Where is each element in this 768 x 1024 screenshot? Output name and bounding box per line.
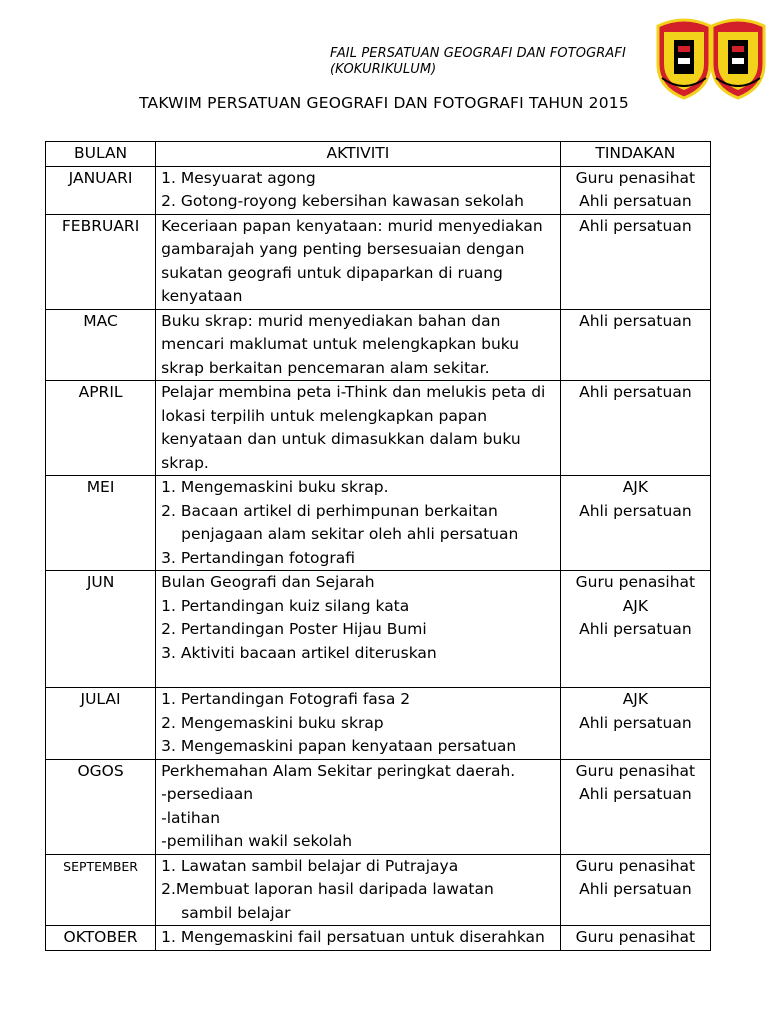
cell-bulan: APRIL [46, 381, 156, 476]
school-crest-logo-2 [708, 12, 768, 100]
cell-aktiviti [156, 688, 561, 760]
column-header-tindakan: TINDAKAN [560, 142, 710, 167]
table-header-row [46, 142, 711, 167]
table-row [46, 926, 711, 951]
table-row [46, 476, 711, 571]
tindakan-line: Ahli persatuan [579, 501, 692, 520]
cell-aktiviti [156, 381, 561, 476]
cell-bulan: OKTOBER [46, 926, 156, 951]
cell-aktiviti [156, 926, 561, 951]
aktiviti-line: 3. Aktiviti bacaan artikel diteruskan [161, 643, 437, 662]
aktiviti-line: penjagaan alam sekitar oleh ahli persatuan [181, 525, 519, 543]
aktiviti-line: sukatan geografi untuk dipaparkan di ruang [161, 263, 503, 282]
document-title: TAKWIM PERSATUAN GEOGRAFI DAN FOTOGRAFI TAHUN 2015 [139, 94, 629, 112]
cell-aktiviti [156, 759, 561, 854]
aktiviti-line: -pemilihan wakil sekolah [161, 832, 353, 850]
aktiviti-line: 1. Pertandingan Fotografi fasa 2 [161, 690, 411, 708]
aktiviti-line: Keceriaan papan kenyataan: murid menyediakan [161, 216, 543, 235]
aktiviti-line: 1. Pertandingan kuiz silang kata [161, 596, 410, 615]
tindakan-line: Ahli persatuan [579, 880, 692, 898]
cell-bulan: OGOS [46, 759, 156, 854]
aktiviti-line: 2.Membuat laporan hasil daripada lawatan [161, 880, 494, 898]
cell-tindakan [560, 476, 710, 571]
cell-tindakan [560, 309, 710, 381]
aktiviti-line: Perkhemahan Alam Sekitar peringkat daerah. [161, 761, 516, 780]
tindakan-line: Ahli persatuan [579, 216, 692, 235]
table-row [46, 309, 711, 381]
column-header-bulan: BULAN [46, 142, 156, 167]
aktiviti-line: kenyataan dan untuk dimasukkan dalam buku [161, 430, 521, 448]
cell-tindakan [560, 854, 710, 926]
aktiviti-line: -latihan [161, 808, 221, 827]
tindakan-line: Guru penasihat [575, 573, 696, 591]
cell-bulan: SEPTEMBER [46, 854, 156, 926]
tindakan-line: AJK [622, 690, 649, 708]
table-row [46, 381, 711, 476]
tindakan-line: Guru penasihat [575, 928, 696, 946]
tindakan-line: Ahli persatuan [579, 192, 692, 210]
aktiviti-line: 2. Pertandingan Poster Hijau Bumi [161, 620, 427, 638]
cell-aktiviti [156, 309, 561, 381]
table-row [46, 214, 711, 309]
tindakan-line: AJK [622, 478, 649, 496]
cell-tindakan [560, 166, 710, 214]
aktiviti-line: 1. Lawatan sambil belajar di Putrajaya [161, 856, 459, 875]
aktiviti-line: 2. Gotong-royong kebersihan kawasan sekolah [161, 192, 524, 210]
cell-tindakan [560, 688, 710, 760]
takwim-table [45, 141, 711, 951]
aktiviti-line: Bulan Geografi dan Sejarah [161, 573, 375, 591]
aktiviti-line: kenyataan [161, 287, 243, 305]
table-row [46, 854, 711, 926]
aktiviti-line: 2. Bacaan artikel di perhimpunan berkaitan [161, 501, 498, 520]
aktiviti-line: 1. Mesyuarat agong [161, 168, 316, 187]
cell-bulan: FEBRUARI [46, 214, 156, 309]
cell-tindakan [560, 214, 710, 309]
aktiviti-line: -persediaan [161, 785, 254, 803]
tindakan-line: Ahli persatuan [579, 620, 692, 638]
table-row [46, 166, 711, 214]
aktiviti-line: 3. Pertandingan fotografi [161, 548, 355, 567]
tindakan-line: Guru penasihat [575, 168, 696, 187]
aktiviti-line: Pelajar membina peta i-Think dan melukis peta di [161, 383, 546, 401]
aktiviti-line: mencari maklumat untuk melengkapkan buku [161, 335, 520, 353]
table-row [46, 688, 711, 760]
tindakan-line: Ahli persatuan [579, 383, 692, 401]
aktiviti-line: 1. Mengemaskini fail persatuan untuk diserahkan [161, 928, 545, 946]
aktiviti-line: lokasi terpilih untuk melengkapkan papan [161, 406, 488, 425]
tindakan-line: Ahli persatuan [579, 785, 692, 803]
aktiviti-line: skrap berkaitan pencemaran alam sekitar. [161, 358, 490, 377]
cell-tindakan [560, 571, 710, 688]
tindakan-line: Ahli persatuan [579, 713, 692, 732]
cell-aktiviti [156, 166, 561, 214]
aktiviti-line: gambarajah yang penting bersesuaian dengan [161, 240, 525, 258]
cell-bulan: MEI [46, 476, 156, 571]
cell-bulan: JUN [46, 571, 156, 688]
table-row [46, 759, 711, 854]
cell-tindakan [560, 381, 710, 476]
header-line-2: (KOKURIKULUM) [330, 62, 437, 77]
table-row [46, 571, 711, 688]
cell-aktiviti [156, 476, 561, 571]
aktiviti-line: 2. Mengemaskini buku skrap [161, 713, 384, 732]
cell-bulan: JANUARI [46, 166, 156, 214]
aktiviti-line: skrap. [161, 453, 209, 472]
aktiviti-line: sambil belajar [181, 903, 291, 922]
cell-tindakan [560, 926, 710, 951]
tindakan-line: Guru penasihat [575, 761, 696, 780]
tindakan-line: AJK [622, 596, 649, 615]
column-header-aktiviti: AKTIVITI [156, 142, 561, 167]
cell-bulan: JULAI [46, 688, 156, 760]
aktiviti-line: 3. Mengemaskini papan kenyataan persatuan [161, 737, 517, 755]
cell-tindakan [560, 759, 710, 854]
aktiviti-line: 1. Mengemaskini buku skrap. [161, 478, 389, 496]
cell-aktiviti [156, 214, 561, 309]
cell-aktiviti [156, 571, 561, 688]
cell-aktiviti [156, 854, 561, 926]
tindakan-line: Ahli persatuan [579, 311, 692, 330]
tindakan-line: Guru penasihat [575, 856, 696, 875]
aktiviti-line: Buku skrap: murid menyediakan bahan dan [161, 311, 501, 330]
header-line-1: FAIL PERSATUAN GEOGRAFI DAN FOTOGRAFI [330, 46, 626, 61]
cell-bulan: MAC [46, 309, 156, 381]
school-crest-logo [654, 12, 714, 100]
